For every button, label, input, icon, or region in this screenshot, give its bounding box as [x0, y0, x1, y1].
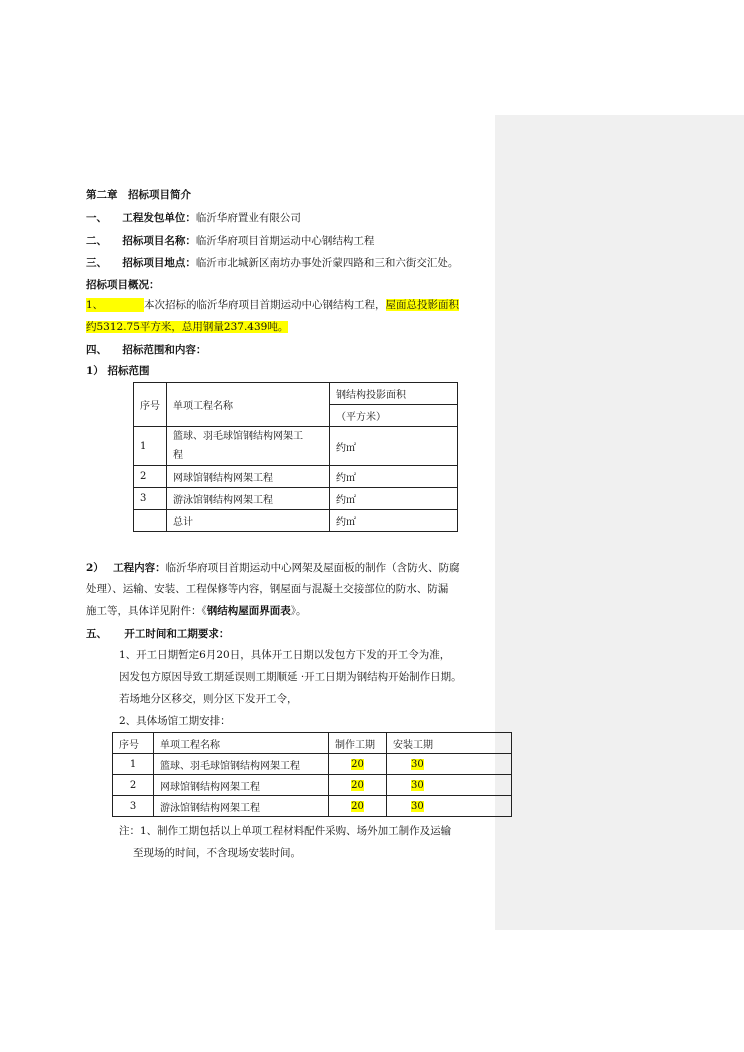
comment-margin-panel — [495, 115, 744, 930]
note-line-2: 至现场的时间，不含现场安装时间。 — [133, 847, 301, 859]
cell-name: 篮球、羽毛球馆钢结构网架工程 — [154, 754, 329, 775]
overview-line-2 — [86, 320, 288, 334]
content-line-3 — [86, 604, 307, 618]
overview-line-1 — [86, 298, 459, 312]
item-number: 四、 — [86, 344, 107, 356]
make-days: 20 — [351, 758, 364, 770]
cell-install — [387, 796, 512, 817]
header-area: 钢结构投影面积 — [330, 383, 458, 405]
header-install: 安装工期 — [387, 733, 512, 754]
cell-name: 总计 — [167, 510, 330, 532]
cell-name: 游泳馆钢结构网架工程 — [154, 796, 329, 817]
schedule-table — [112, 732, 512, 817]
cell-install — [387, 754, 512, 775]
table-row — [113, 775, 512, 796]
header-make: 制作工期 — [329, 733, 387, 754]
table-header-row — [113, 733, 512, 754]
table-row — [113, 796, 512, 817]
cell-area: 约㎡ — [330, 488, 458, 510]
cell-area: 约㎡ — [330, 510, 458, 532]
header-no: 序号 — [113, 733, 154, 754]
schedule-heading: 开工时间和工期要求： — [124, 628, 230, 640]
item-number: 三、 — [86, 257, 107, 269]
schedule-para-4: 2、具体场馆工期安排： — [119, 715, 231, 727]
item-number: 一、 — [86, 212, 107, 224]
project-name-value: 临沂华府项目首期运动中心钢结构工程 — [195, 235, 375, 247]
attachment-title: 钢结构屋面界面表 — [206, 605, 291, 617]
install-days: 30 — [411, 800, 424, 812]
project-name-label: 招标项目名称： — [122, 235, 196, 247]
header-name: 单项工程名称 — [167, 383, 330, 427]
scope-sub-heading: 1） 招标范围 — [86, 365, 150, 377]
install-days: 30 — [411, 758, 424, 770]
overview-text-c: 约5312.75平方米，总用钢量237.439吨。 — [86, 321, 289, 333]
cell-no: 1 — [134, 427, 167, 466]
cell-name-part: 篮球、羽毛球馆钢结构网架工 — [173, 431, 303, 442]
cell-name: 网球馆钢结构网架工程 — [167, 466, 330, 488]
bid-scope-table — [133, 382, 458, 532]
content-text: 施工等，具体详见附件：《 — [86, 605, 207, 617]
cell-make — [329, 754, 387, 775]
header-unit: （平方米） — [330, 405, 458, 427]
content-line-2: 处理）、运输、安装、工程保修等内容，钢屋面与混凝土交接部位的防水、防漏 — [86, 583, 449, 595]
overview-heading: 招标项目概况： — [86, 279, 160, 291]
schedule-para-2: 因发包方原因导致工期延误则工期顺延 ·开工日期为钢结构开始制作日期。 — [119, 671, 462, 683]
content-text: 临沂华府项目首期运动中心网架及屋面板的制作（含防火、防腐 — [165, 562, 460, 574]
note-line-1: 注：1、制作工期包括以上单项工程材料配件采购、场外加工制作及运输 — [119, 825, 452, 837]
cell-no: 2 — [113, 775, 154, 796]
table-row — [113, 754, 512, 775]
item-number: 二、 — [86, 235, 107, 247]
cell-name-part: 程 — [173, 450, 183, 461]
header-no: 序号 — [134, 383, 167, 427]
location-label: 招标项目地点： — [122, 257, 196, 269]
overview-text-a: 本次招标的临沂华府项目首期运动中心钢结构工程， — [144, 299, 386, 311]
cell-no: 1 — [113, 754, 154, 775]
content-number: 2） — [86, 562, 104, 574]
cell-no — [134, 510, 167, 532]
cell-name: 游泳馆钢结构网架工程 — [167, 488, 330, 510]
cell-no: 2 — [134, 466, 167, 488]
table-row — [134, 466, 458, 488]
cell-make — [329, 796, 387, 817]
overview-text-b: 屋面总投影面积 — [385, 299, 459, 311]
schedule-para-3: 若场地分区移交，则分区下发开工令， — [119, 693, 298, 705]
content-label: 工程内容： — [113, 562, 166, 574]
make-days: 20 — [351, 779, 364, 791]
location-line — [86, 256, 458, 270]
location-value: 临沂市北城新区南坊办事处沂蒙四路和三和六街交汇处。 — [195, 257, 459, 269]
cell-name: 网球馆钢结构网架工程 — [154, 775, 329, 796]
cell-no: 3 — [134, 488, 167, 510]
content-text: 》。 — [290, 605, 307, 617]
cell-area: 约㎡ — [330, 466, 458, 488]
table-row — [134, 488, 458, 510]
issuer-value: 临沂华府置业有限公司 — [195, 212, 301, 224]
overview-number: 1、 — [86, 298, 144, 312]
cell-name — [167, 427, 330, 466]
header-name: 单项工程名称 — [154, 733, 329, 754]
content-line-1 — [86, 561, 460, 575]
table-row — [134, 427, 458, 466]
project-name-line — [86, 234, 374, 248]
item-number: 五、 — [86, 628, 107, 640]
scope-heading: 招标范围和内容： — [122, 344, 207, 356]
issuer-line — [86, 211, 301, 225]
cell-area: 约㎡ — [330, 427, 458, 466]
cell-install — [387, 775, 512, 796]
table-row — [134, 510, 458, 532]
cell-no: 3 — [113, 796, 154, 817]
table-header-row — [134, 383, 458, 405]
cell-make — [329, 775, 387, 796]
schedule-line — [86, 627, 229, 641]
make-days: 20 — [351, 800, 364, 812]
issuer-label: 工程发包单位： — [122, 212, 196, 224]
install-days: 30 — [411, 779, 424, 791]
chapter-title: 第二章 招标项目简介 — [86, 189, 191, 201]
schedule-para-1: 1、开工日期暂定6月20日，具体开工日期以发包方下发的开工令为准， — [119, 649, 451, 661]
scope-line — [86, 343, 206, 357]
